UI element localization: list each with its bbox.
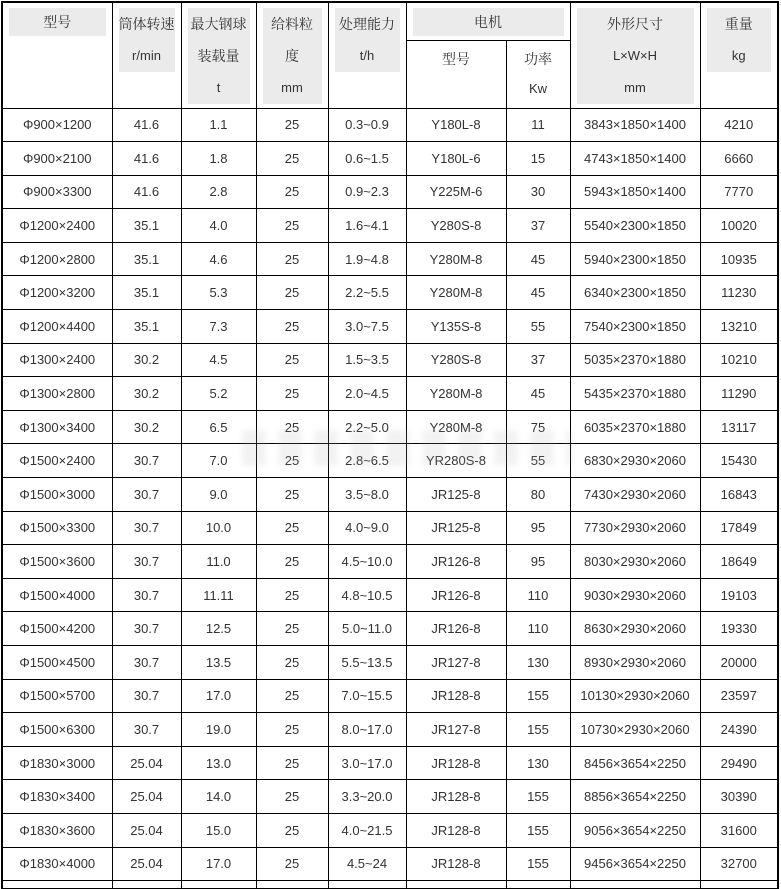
- cell-feed-size: 25: [256, 780, 328, 814]
- cell-model: Φ1200×3200: [2, 276, 112, 310]
- table-row: [2, 242, 778, 276]
- cell-model: Φ1200×4400: [2, 310, 112, 344]
- cell-model: Φ1830×3600: [2, 813, 112, 847]
- cell-weight: 31600: [700, 813, 778, 847]
- cell-ball-load: 10.0: [181, 511, 256, 545]
- cell-speed: 41.6: [112, 175, 181, 209]
- cell-motor-power: 155: [506, 813, 570, 847]
- cell-capacity: 3.3~20.0: [328, 780, 406, 814]
- ball-mill-spec-table: [1, 1, 779, 889]
- cell-motor-model: Y180L-6: [406, 142, 506, 176]
- cell-motor-power: 11: [506, 108, 570, 142]
- table-row: [2, 780, 778, 814]
- cell-model: Φ1830×4000: [2, 847, 112, 881]
- cell-feed-size: 25: [256, 478, 328, 512]
- cell-motor-power: 95: [506, 545, 570, 579]
- cell-feed-size: 25: [256, 511, 328, 545]
- header-motor-model: 型号: [406, 40, 506, 108]
- cell-feed-size: 25: [256, 813, 328, 847]
- cell-ball-load: 5.3: [181, 276, 256, 310]
- cell-motor-model: Y280M-8: [406, 276, 506, 310]
- cell-capacity: 2.8~6.5: [328, 444, 406, 478]
- cell-motor-power: 45: [506, 377, 570, 411]
- cell-model: Φ900×3300: [2, 175, 112, 209]
- cell-capacity: 4.0~21.5: [328, 813, 406, 847]
- cell-motor-power: 155: [506, 780, 570, 814]
- header-motor-power: 功率 Kw: [506, 40, 570, 108]
- cell-speed: 30.7: [112, 478, 181, 512]
- cell-feed-size: 25: [256, 310, 328, 344]
- cell-ball-load: 5.2: [181, 377, 256, 411]
- cell-weight: 32700: [700, 847, 778, 881]
- cell-model: Φ1830×3000: [2, 746, 112, 780]
- cell-capacity: 5.0~11.0: [328, 612, 406, 646]
- cell-capacity: 2.2~5.0: [328, 410, 406, 444]
- cell-capacity: 4.5~24: [328, 847, 406, 881]
- table-row: [2, 646, 778, 680]
- cell-ball-load: 13.5: [181, 646, 256, 680]
- cell-dimensions: 8930×2930×2060: [570, 646, 700, 680]
- cell-motor-model: JR127-8: [406, 646, 506, 680]
- cell-ball-load: 1.8: [181, 142, 256, 176]
- header-capacity: 处理能力 t/h: [328, 2, 406, 108]
- cell-dimensions: 6035×2370×1880: [570, 410, 700, 444]
- cell-motor-model: JR128-8: [406, 746, 506, 780]
- cell-feed-size: 25: [256, 108, 328, 142]
- cell-weight: 16843: [700, 478, 778, 512]
- cell-capacity: 7.0~15.5: [328, 679, 406, 713]
- table-row: [2, 511, 778, 545]
- cell-weight: 10020: [700, 209, 778, 243]
- cell-motor-power: 155: [506, 847, 570, 881]
- cell-weight: 10935: [700, 242, 778, 276]
- table-row: [2, 847, 778, 881]
- cell-weight: 4210: [700, 108, 778, 142]
- cell-weight: 11230: [700, 276, 778, 310]
- cell-weight: 24390: [700, 713, 778, 747]
- cell-motor-power: 80: [506, 478, 570, 512]
- cell-model: Φ900×1200: [2, 108, 112, 142]
- cell-motor-model: Y280M-8: [406, 242, 506, 276]
- cell-feed-size: 25: [256, 343, 328, 377]
- cell-capacity: 2.2~5.5: [328, 276, 406, 310]
- cell-model: Φ1200×2800: [2, 242, 112, 276]
- cell-motor-model: JR128-8: [406, 813, 506, 847]
- table-row: [2, 377, 778, 411]
- cell-feed-size: 25: [256, 679, 328, 713]
- cell-feed-size: 25: [256, 242, 328, 276]
- cell-feed-size: 25: [256, 175, 328, 209]
- cell-model: Φ1500×6300: [2, 713, 112, 747]
- cell-ball-load: 13.0: [181, 746, 256, 780]
- cell-feed-size: 25: [256, 646, 328, 680]
- cell-ball-load: 4.6: [181, 242, 256, 276]
- cell-speed: 30.7: [112, 679, 181, 713]
- header-model: [2, 2, 112, 108]
- cell-dimensions: 8030×2930×2060: [570, 545, 700, 579]
- cell-motor-model: JR127-8: [406, 713, 506, 747]
- cell-dimensions: 8630×2930×2060: [570, 612, 700, 646]
- empty-cell: [406, 881, 506, 889]
- cell-speed: 30.7: [112, 646, 181, 680]
- cell-motor-model: Y280S-8: [406, 343, 506, 377]
- cell-dimensions: 10730×2930×2060: [570, 713, 700, 747]
- cell-capacity: 4.0~9.0: [328, 511, 406, 545]
- table-row: [2, 310, 778, 344]
- cell-weight: 23597: [700, 679, 778, 713]
- cell-dimensions: 6340×2300×1850: [570, 276, 700, 310]
- cell-ball-load: 15.0: [181, 813, 256, 847]
- cell-motor-power: 95: [506, 511, 570, 545]
- cell-weight: 13210: [700, 310, 778, 344]
- cell-dimensions: 5540×2300×1850: [570, 209, 700, 243]
- cell-weight: 10210: [700, 343, 778, 377]
- cell-capacity: 3.0~17.0: [328, 746, 406, 780]
- cell-model: Φ1500×4200: [2, 612, 112, 646]
- cell-model: Φ1300×3400: [2, 410, 112, 444]
- cell-ball-load: 1.1: [181, 108, 256, 142]
- cell-feed-size: 25: [256, 410, 328, 444]
- header-motor-label: 电机: [474, 14, 502, 30]
- cell-ball-load: 2.8: [181, 175, 256, 209]
- cell-motor-model: Y280S-8: [406, 209, 506, 243]
- cell-capacity: 3.5~8.0: [328, 478, 406, 512]
- cell-ball-load: 19.0: [181, 713, 256, 747]
- cell-model: Φ1300×2400: [2, 343, 112, 377]
- cell-motor-power: 155: [506, 713, 570, 747]
- cell-dimensions: 5435×2370×1880: [570, 377, 700, 411]
- cell-ball-load: 6.5: [181, 410, 256, 444]
- cell-speed: 30.7: [112, 511, 181, 545]
- cell-model: Φ1500×3000: [2, 478, 112, 512]
- cell-motor-model: Y280M-8: [406, 377, 506, 411]
- cell-model: Φ1500×4500: [2, 646, 112, 680]
- cell-dimensions: 8456×3654×2250: [570, 746, 700, 780]
- cell-speed: 35.1: [112, 242, 181, 276]
- cell-dimensions: 8856×3654×2250: [570, 780, 700, 814]
- table-row: [2, 813, 778, 847]
- cell-motor-model: Y225M-6: [406, 175, 506, 209]
- cell-weight: 18649: [700, 545, 778, 579]
- cell-speed: 30.2: [112, 343, 181, 377]
- empty-cell: [2, 881, 112, 889]
- cell-capacity: 0.3~0.9: [328, 108, 406, 142]
- cell-weight: 7770: [700, 175, 778, 209]
- empty-cell: [506, 881, 570, 889]
- cell-model: Φ1300×2800: [2, 377, 112, 411]
- cell-motor-power: 155: [506, 679, 570, 713]
- table-body: [2, 108, 778, 889]
- table-row: [2, 545, 778, 579]
- cell-feed-size: 25: [256, 209, 328, 243]
- cell-motor-power: 45: [506, 276, 570, 310]
- cell-motor-power: 30: [506, 175, 570, 209]
- cell-motor-model: Y180L-8: [406, 108, 506, 142]
- cell-weight: 11290: [700, 377, 778, 411]
- cell-speed: 25.04: [112, 813, 181, 847]
- cell-speed: 30.2: [112, 377, 181, 411]
- table-header: [2, 2, 778, 108]
- cell-dimensions: 9056×3654×2250: [570, 813, 700, 847]
- header-weight: 重量 kg: [700, 2, 778, 108]
- cell-speed: 25.04: [112, 847, 181, 881]
- cell-feed-size: 25: [256, 444, 328, 478]
- table-row: [2, 713, 778, 747]
- cell-motor-model: JR126-8: [406, 545, 506, 579]
- cell-weight: 29490: [700, 746, 778, 780]
- cell-motor-model: Y135S-8: [406, 310, 506, 344]
- header-ball-load: 最大钢球 装载量 t: [181, 2, 256, 108]
- cell-motor-model: JR128-8: [406, 679, 506, 713]
- cell-dimensions: 10130×2930×2060: [570, 679, 700, 713]
- empty-cell: [112, 881, 181, 889]
- cell-ball-load: 7.0: [181, 444, 256, 478]
- table-row: [2, 142, 778, 176]
- cell-speed: 30.7: [112, 545, 181, 579]
- cell-capacity: 4.8~10.5: [328, 578, 406, 612]
- empty-cell: [328, 881, 406, 889]
- cell-weight: 15430: [700, 444, 778, 478]
- table-row: [2, 209, 778, 243]
- cell-dimensions: 7430×2930×2060: [570, 478, 700, 512]
- cell-capacity: 8.0~17.0: [328, 713, 406, 747]
- cell-motor-model: JR126-8: [406, 612, 506, 646]
- cell-dimensions: 6830×2930×2060: [570, 444, 700, 478]
- cell-feed-size: 25: [256, 713, 328, 747]
- cell-ball-load: 4.0: [181, 209, 256, 243]
- cell-speed: 30.7: [112, 578, 181, 612]
- cell-feed-size: 25: [256, 612, 328, 646]
- cell-motor-model: JR126-8: [406, 578, 506, 612]
- cell-weight: 13117: [700, 410, 778, 444]
- cell-speed: 30.7: [112, 444, 181, 478]
- cell-feed-size: 25: [256, 545, 328, 579]
- cell-weight: 30390: [700, 780, 778, 814]
- cell-weight: 20000: [700, 646, 778, 680]
- cell-dimensions: 4743×1850×1400: [570, 142, 700, 176]
- cell-dimensions: 9456×3654×2250: [570, 847, 700, 881]
- cell-model: Φ1500×2400: [2, 444, 112, 478]
- cell-dimensions: 7540×2300×1850: [570, 310, 700, 344]
- cell-capacity: 4.5~10.0: [328, 545, 406, 579]
- cell-motor-power: 110: [506, 578, 570, 612]
- cell-speed: 30.7: [112, 612, 181, 646]
- cell-feed-size: 25: [256, 578, 328, 612]
- cell-motor-model: YR280S-8: [406, 444, 506, 478]
- cell-motor-power: 130: [506, 746, 570, 780]
- cell-dimensions: 9030×2930×2060: [570, 578, 700, 612]
- cell-dimensions: 5943×1850×1400: [570, 175, 700, 209]
- cell-speed: 41.6: [112, 142, 181, 176]
- cell-motor-model: Y280M-8: [406, 410, 506, 444]
- empty-cell: [700, 881, 778, 889]
- table-row: [2, 108, 778, 142]
- cell-speed: 35.1: [112, 276, 181, 310]
- cell-speed: 25.04: [112, 746, 181, 780]
- table-row: [2, 276, 778, 310]
- cell-motor-power: 45: [506, 242, 570, 276]
- cell-capacity: 1.6~4.1: [328, 209, 406, 243]
- cell-motor-model: JR128-8: [406, 847, 506, 881]
- cell-feed-size: 25: [256, 142, 328, 176]
- cell-motor-power: 130: [506, 646, 570, 680]
- cell-motor-power: 55: [506, 310, 570, 344]
- header-feed-size: 给料粒 度 mm: [256, 2, 328, 108]
- cell-motor-power: 37: [506, 209, 570, 243]
- partial-row: [2, 881, 778, 889]
- cell-speed: 35.1: [112, 209, 181, 243]
- cell-capacity: 1.9~4.8: [328, 242, 406, 276]
- cell-ball-load: 11.0: [181, 545, 256, 579]
- cell-capacity: 3.0~7.5: [328, 310, 406, 344]
- cell-model: Φ1500×3600: [2, 545, 112, 579]
- table-row: [2, 746, 778, 780]
- cell-ball-load: 14.0: [181, 780, 256, 814]
- cell-speed: 35.1: [112, 310, 181, 344]
- cell-capacity: 0.9~2.3: [328, 175, 406, 209]
- table-row: [2, 343, 778, 377]
- cell-feed-size: 25: [256, 746, 328, 780]
- cell-capacity: 2.0~4.5: [328, 377, 406, 411]
- table-row: [2, 410, 778, 444]
- table-row: [2, 679, 778, 713]
- cell-dimensions: 5940×2300×1850: [570, 242, 700, 276]
- cell-model: Φ1500×5700: [2, 679, 112, 713]
- cell-feed-size: 25: [256, 377, 328, 411]
- cell-speed: 30.2: [112, 410, 181, 444]
- table-row: [2, 578, 778, 612]
- header-model-label: 型号: [43, 14, 72, 30]
- cell-motor-power: 110: [506, 612, 570, 646]
- empty-cell: [181, 881, 256, 889]
- cell-motor-power: 55: [506, 444, 570, 478]
- cell-dimensions: 5035×2370×1880: [570, 343, 700, 377]
- cell-weight: 19330: [700, 612, 778, 646]
- cell-capacity: 0.6~1.5: [328, 142, 406, 176]
- table-row: [2, 612, 778, 646]
- empty-cell: [570, 881, 700, 889]
- cell-feed-size: 25: [256, 847, 328, 881]
- cell-model: Φ1500×3300: [2, 511, 112, 545]
- cell-ball-load: 7.3: [181, 310, 256, 344]
- table-row: [2, 478, 778, 512]
- cell-capacity: 1.5~3.5: [328, 343, 406, 377]
- cell-motor-model: JR125-8: [406, 511, 506, 545]
- cell-motor-power: 75: [506, 410, 570, 444]
- cell-ball-load: 4.5: [181, 343, 256, 377]
- table-row: [2, 175, 778, 209]
- cell-capacity: 5.5~13.5: [328, 646, 406, 680]
- cell-dimensions: 3843×1850×1400: [570, 108, 700, 142]
- cell-model: Φ1200×2400: [2, 209, 112, 243]
- cell-dimensions: 7730×2930×2060: [570, 511, 700, 545]
- cell-weight: 19103: [700, 578, 778, 612]
- cell-model: Φ1830×3400: [2, 780, 112, 814]
- cell-motor-model: JR125-8: [406, 478, 506, 512]
- cell-feed-size: 25: [256, 276, 328, 310]
- cell-ball-load: 12.5: [181, 612, 256, 646]
- cell-ball-load: 9.0: [181, 478, 256, 512]
- cell-ball-load: 17.0: [181, 679, 256, 713]
- empty-cell: [256, 881, 328, 889]
- cell-speed: 25.04: [112, 780, 181, 814]
- cell-ball-load: 11.11: [181, 578, 256, 612]
- cell-motor-power: 15: [506, 142, 570, 176]
- cell-weight: 17849: [700, 511, 778, 545]
- cell-motor-model: JR128-8: [406, 780, 506, 814]
- header-dimensions: 外形尺寸 L×W×H mm: [570, 2, 700, 108]
- header-motor: [406, 2, 570, 40]
- cell-weight: 6660: [700, 142, 778, 176]
- cell-speed: 30.7: [112, 713, 181, 747]
- cell-speed: 41.6: [112, 108, 181, 142]
- cell-model: Φ1500×4000: [2, 578, 112, 612]
- header-speed: 筒体转速 r/min: [112, 2, 181, 108]
- table-row: [2, 444, 778, 478]
- cell-motor-power: 37: [506, 343, 570, 377]
- cell-ball-load: 17.0: [181, 847, 256, 881]
- cell-model: Φ900×2100: [2, 142, 112, 176]
